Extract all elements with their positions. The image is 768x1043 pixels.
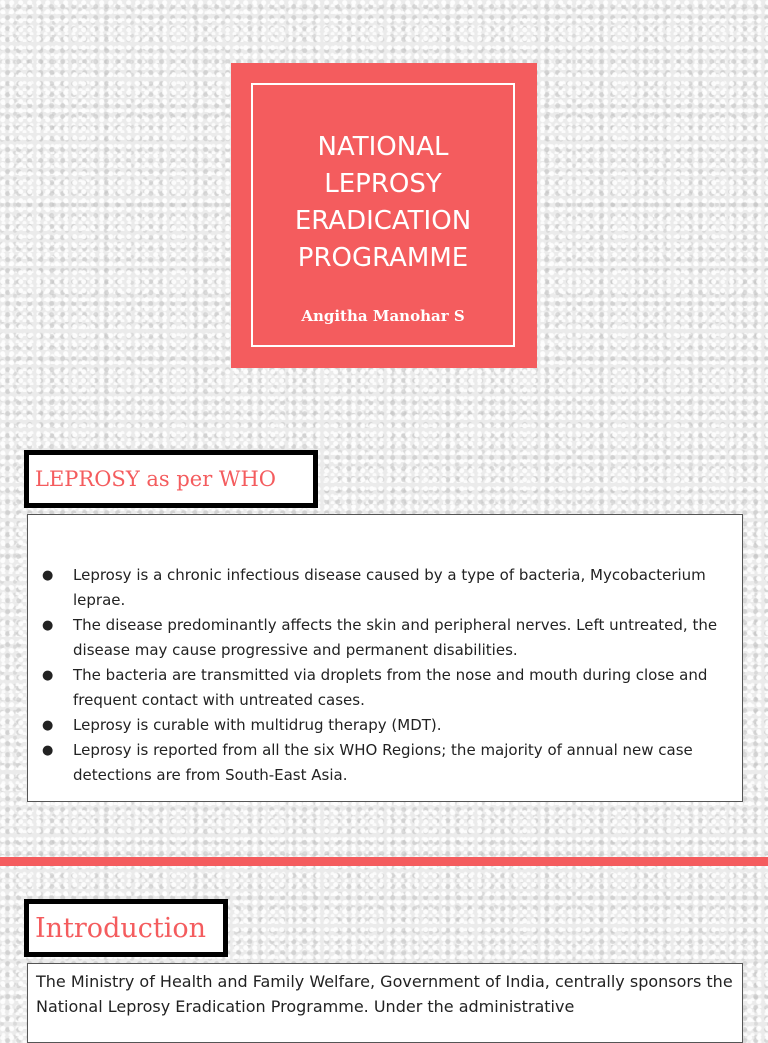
author-name: Angitha Manohar S: [301, 307, 465, 325]
presentation-title: NATIONAL LEPROSY ERADICATION PROGRAMME: [294, 132, 472, 273]
list-item-text: Leprosy is a chronic infectious disease caused by a type of bacteria, Mycobacterium leprae.: [73, 566, 706, 609]
list-item-text: Leprosy is curable with multidrug therapy (MDT).: [73, 716, 442, 734]
list-item: [42, 613, 734, 663]
list-item-text: Leprosy is reported from all the six WHO Regions; the majority of annual new case detections are from South-East Asia.: [73, 741, 693, 784]
leprosy-facts-box: [27, 514, 743, 802]
list-item: [42, 713, 734, 738]
bullet-icon: ●: [42, 668, 54, 683]
section-heading-introduction: Introduction: [24, 899, 228, 957]
title-card: [231, 63, 537, 368]
list-item-text: The disease predominantly affects the skin and peripheral nerves. Left untreated, the disease may cause progressive and permanent disabilities.: [73, 616, 718, 659]
list-item: [42, 738, 734, 788]
bullet-icon: ●: [42, 618, 54, 633]
title-frame: [251, 83, 515, 347]
bullet-icon: ●: [42, 718, 54, 733]
section-heading-leprosy-who: LEPROSY as per WHO: [24, 450, 318, 508]
section-divider: [0, 857, 768, 866]
leprosy-facts-list: [42, 563, 734, 788]
list-item: [42, 563, 734, 613]
bullet-icon: ●: [42, 743, 54, 758]
bullet-icon: ●: [42, 568, 54, 583]
list-item: [42, 663, 734, 713]
list-item-text: The bacteria are transmitted via droplets from the nose and mouth during close and frequent contact with untreated cases.: [73, 666, 708, 709]
introduction-text: The Ministry of Health and Family Welfare, Government of India, centrally sponsors the National Leprosy Eradication Programme. Under the administrative: [27, 963, 743, 1043]
